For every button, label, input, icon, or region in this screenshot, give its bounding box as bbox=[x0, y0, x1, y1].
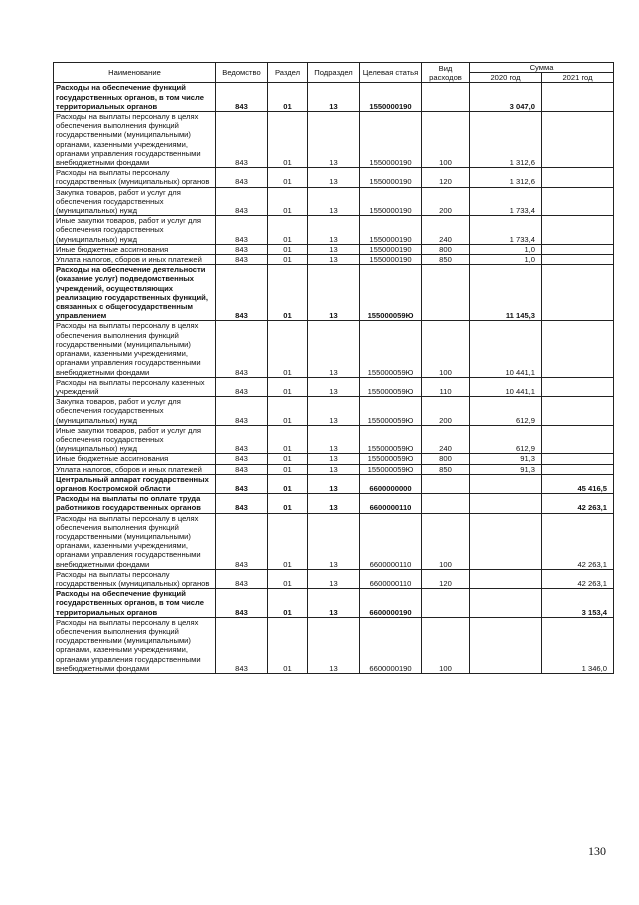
cell-name: Расходы на выплаты персоналу в целях обеспечения выполнения функций государственными (муниципальными) органами, казенными учреждениями, органами управления государственными внебюджетными фондами bbox=[54, 321, 216, 377]
cell-2021: 42 263,1 bbox=[542, 569, 614, 588]
cell-type: 240 bbox=[422, 425, 470, 454]
table-row bbox=[54, 216, 614, 245]
table-row bbox=[54, 464, 614, 474]
cell-2020 bbox=[470, 569, 542, 588]
cell-dept: 843 bbox=[216, 112, 268, 168]
cell-target: 1550000190 bbox=[360, 255, 422, 265]
cell-2020: 1 733,4 bbox=[470, 216, 542, 245]
cell-target: 1550000190 bbox=[360, 187, 422, 216]
table-row bbox=[54, 112, 614, 168]
cell-name: Закупка товаров, работ и услуг для обеспечения государственных (муниципальных) нужд bbox=[54, 397, 216, 426]
cell-2021 bbox=[542, 83, 614, 112]
cell-2020: 11 145,3 bbox=[470, 265, 542, 321]
cell-name: Иные закупки товаров, работ и услуг для обеспечения государственных (муниципальных) нужд bbox=[54, 216, 216, 245]
cell-type: 100 bbox=[422, 617, 470, 673]
cell-type: 100 bbox=[422, 513, 470, 569]
cell-name: Уплата налогов, сборов и иных платежей bbox=[54, 255, 216, 265]
table-row bbox=[54, 397, 614, 426]
header-subsection: Подраздел bbox=[308, 63, 360, 83]
cell-2021: 45 416,5 bbox=[542, 474, 614, 493]
cell-2020: 1 733,4 bbox=[470, 187, 542, 216]
cell-type: 850 bbox=[422, 464, 470, 474]
cell-subsection: 13 bbox=[308, 83, 360, 112]
cell-2020: 91,3 bbox=[470, 464, 542, 474]
cell-target: 1550000190 bbox=[360, 112, 422, 168]
cell-subsection: 13 bbox=[308, 494, 360, 513]
cell-target: 6600000110 bbox=[360, 494, 422, 513]
cell-2020: 91,3 bbox=[470, 454, 542, 464]
cell-dept: 843 bbox=[216, 464, 268, 474]
cell-target: 1550000190 bbox=[360, 244, 422, 254]
cell-name: Иные бюджетные ассигнования bbox=[54, 244, 216, 254]
cell-subsection: 13 bbox=[308, 513, 360, 569]
header-dept: Ведомство bbox=[216, 63, 268, 83]
cell-section: 01 bbox=[268, 513, 308, 569]
cell-name: Иные бюджетные ассигнования bbox=[54, 454, 216, 464]
cell-dept: 843 bbox=[216, 168, 268, 187]
table-row bbox=[54, 244, 614, 254]
cell-target: 6600000110 bbox=[360, 513, 422, 569]
header-target: Целевая статья bbox=[360, 63, 422, 83]
cell-name: Расходы на выплаты персоналу государственных (муниципальных) органов bbox=[54, 168, 216, 187]
header-type: Вид расходов bbox=[422, 63, 470, 83]
table-row bbox=[54, 617, 614, 673]
header-year-2020: 2020 год bbox=[470, 73, 542, 83]
cell-2021 bbox=[542, 244, 614, 254]
cell-name: Расходы на обеспечение функций государственных органов, в том числе территориальных органов bbox=[54, 589, 216, 618]
cell-2021 bbox=[542, 216, 614, 245]
cell-subsection: 13 bbox=[308, 216, 360, 245]
cell-target: 155000059Ю bbox=[360, 425, 422, 454]
cell-section: 01 bbox=[268, 589, 308, 618]
cell-2020: 1 312,6 bbox=[470, 112, 542, 168]
table-row bbox=[54, 425, 614, 454]
cell-dept: 843 bbox=[216, 377, 268, 396]
cell-subsection: 13 bbox=[308, 454, 360, 464]
table-row bbox=[54, 377, 614, 396]
cell-subsection: 13 bbox=[308, 589, 360, 618]
cell-2021 bbox=[542, 454, 614, 464]
cell-dept: 843 bbox=[216, 265, 268, 321]
cell-2020: 1,0 bbox=[470, 244, 542, 254]
cell-target: 155000059Ю bbox=[360, 377, 422, 396]
cell-section: 01 bbox=[268, 265, 308, 321]
cell-target: 155000059Ю bbox=[360, 454, 422, 464]
cell-2021 bbox=[542, 464, 614, 474]
cell-dept: 843 bbox=[216, 321, 268, 377]
cell-section: 01 bbox=[268, 454, 308, 464]
cell-dept: 843 bbox=[216, 513, 268, 569]
cell-dept: 843 bbox=[216, 425, 268, 454]
cell-dept: 843 bbox=[216, 83, 268, 112]
cell-type: 100 bbox=[422, 112, 470, 168]
cell-section: 01 bbox=[268, 112, 308, 168]
cell-subsection: 13 bbox=[308, 464, 360, 474]
cell-2021 bbox=[542, 425, 614, 454]
cell-2020: 10 441,1 bbox=[470, 321, 542, 377]
cell-dept: 843 bbox=[216, 617, 268, 673]
cell-dept: 843 bbox=[216, 454, 268, 464]
cell-2021 bbox=[542, 187, 614, 216]
cell-2020: 1,0 bbox=[470, 255, 542, 265]
cell-2020 bbox=[470, 474, 542, 493]
cell-subsection: 13 bbox=[308, 112, 360, 168]
cell-2020: 1 312,6 bbox=[470, 168, 542, 187]
cell-subsection: 13 bbox=[308, 617, 360, 673]
cell-section: 01 bbox=[268, 168, 308, 187]
cell-type: 200 bbox=[422, 187, 470, 216]
cell-2021 bbox=[542, 265, 614, 321]
cell-target: 1550000190 bbox=[360, 216, 422, 245]
cell-2020 bbox=[470, 589, 542, 618]
table-row bbox=[54, 474, 614, 493]
cell-type: 120 bbox=[422, 569, 470, 588]
cell-section: 01 bbox=[268, 216, 308, 245]
cell-subsection: 13 bbox=[308, 168, 360, 187]
cell-section: 01 bbox=[268, 569, 308, 588]
cell-name: Расходы на выплаты персоналу государственных (муниципальных) органов bbox=[54, 569, 216, 588]
cell-2021 bbox=[542, 168, 614, 187]
cell-section: 01 bbox=[268, 377, 308, 396]
cell-dept: 843 bbox=[216, 397, 268, 426]
header-sum: Сумма bbox=[470, 63, 614, 73]
cell-type bbox=[422, 265, 470, 321]
budget-table bbox=[53, 62, 614, 674]
cell-target: 6600000110 bbox=[360, 569, 422, 588]
cell-type: 110 bbox=[422, 377, 470, 396]
cell-2021: 42 263,1 bbox=[542, 513, 614, 569]
cell-dept: 843 bbox=[216, 187, 268, 216]
cell-subsection: 13 bbox=[308, 397, 360, 426]
cell-2020: 612,9 bbox=[470, 397, 542, 426]
table-row bbox=[54, 454, 614, 464]
cell-2021: 1 346,0 bbox=[542, 617, 614, 673]
table-row bbox=[54, 494, 614, 513]
table-header bbox=[54, 63, 614, 83]
cell-type bbox=[422, 494, 470, 513]
cell-dept: 843 bbox=[216, 255, 268, 265]
table-row bbox=[54, 513, 614, 569]
cell-dept: 843 bbox=[216, 569, 268, 588]
cell-section: 01 bbox=[268, 187, 308, 216]
cell-subsection: 13 bbox=[308, 244, 360, 254]
cell-2020: 612,9 bbox=[470, 425, 542, 454]
cell-section: 01 bbox=[268, 494, 308, 513]
cell-type bbox=[422, 83, 470, 112]
cell-2020: 10 441,1 bbox=[470, 377, 542, 396]
cell-2021: 3 153,4 bbox=[542, 589, 614, 618]
cell-target: 6600000190 bbox=[360, 617, 422, 673]
budget-table-container bbox=[53, 62, 613, 674]
cell-target: 1550000190 bbox=[360, 168, 422, 187]
header-section: Раздел bbox=[268, 63, 308, 83]
cell-name: Центральный аппарат государственных органов Костромской области bbox=[54, 474, 216, 493]
table-row bbox=[54, 589, 614, 618]
cell-type bbox=[422, 474, 470, 493]
cell-subsection: 13 bbox=[308, 255, 360, 265]
cell-type: 120 bbox=[422, 168, 470, 187]
cell-name: Расходы на выплаты персоналу казенных учреждений bbox=[54, 377, 216, 396]
cell-type: 100 bbox=[422, 321, 470, 377]
cell-type bbox=[422, 589, 470, 618]
cell-dept: 843 bbox=[216, 216, 268, 245]
cell-section: 01 bbox=[268, 321, 308, 377]
cell-subsection: 13 bbox=[308, 377, 360, 396]
table-row bbox=[54, 168, 614, 187]
cell-2021 bbox=[542, 112, 614, 168]
cell-name: Расходы на обеспечение деятельности (оказание услуг) подведомственных учреждений, осуществляющих реализацию государственных функций, связанных с общегосударственным управлением bbox=[54, 265, 216, 321]
cell-2021 bbox=[542, 397, 614, 426]
cell-target: 155000059Ю bbox=[360, 464, 422, 474]
cell-name: Закупка товаров, работ и услуг для обеспечения государственных (муниципальных) нужд bbox=[54, 187, 216, 216]
cell-type: 240 bbox=[422, 216, 470, 245]
cell-name: Расходы на выплаты персоналу в целях обеспечения выполнения функций государственными (муниципальными) органами, казенными учреждениями, органами управления государственными внебюджетными фондами bbox=[54, 112, 216, 168]
cell-2021 bbox=[542, 321, 614, 377]
cell-subsection: 13 bbox=[308, 569, 360, 588]
cell-name: Расходы на выплаты персоналу в целях обеспечения выполнения функций государственными (муниципальными) органами, казенными учреждениями, органами управления государственными внебюджетными фондами bbox=[54, 617, 216, 673]
table-row bbox=[54, 321, 614, 377]
page-number: 130 bbox=[588, 844, 606, 858]
cell-target: 1550000190 bbox=[360, 83, 422, 112]
cell-target: 6600000190 bbox=[360, 589, 422, 618]
table-row bbox=[54, 187, 614, 216]
cell-2021: 42 263,1 bbox=[542, 494, 614, 513]
cell-target: 155000059Ю bbox=[360, 397, 422, 426]
table-row bbox=[54, 255, 614, 265]
cell-type: 850 bbox=[422, 255, 470, 265]
cell-dept: 843 bbox=[216, 589, 268, 618]
cell-section: 01 bbox=[268, 83, 308, 112]
cell-section: 01 bbox=[268, 617, 308, 673]
header-year-2021: 2021 год bbox=[542, 73, 614, 83]
cell-section: 01 bbox=[268, 255, 308, 265]
cell-dept: 843 bbox=[216, 244, 268, 254]
cell-dept: 843 bbox=[216, 494, 268, 513]
cell-2020 bbox=[470, 494, 542, 513]
cell-2020 bbox=[470, 617, 542, 673]
cell-section: 01 bbox=[268, 397, 308, 426]
cell-name: Иные закупки товаров, работ и услуг для обеспечения государственных (муниципальных) нужд bbox=[54, 425, 216, 454]
cell-2021 bbox=[542, 255, 614, 265]
cell-subsection: 13 bbox=[308, 321, 360, 377]
cell-target: 155000059Ю bbox=[360, 265, 422, 321]
cell-type: 200 bbox=[422, 397, 470, 426]
cell-type: 800 bbox=[422, 454, 470, 464]
cell-name: Расходы на выплаты по оплате труда работников государственных органов bbox=[54, 494, 216, 513]
cell-2020 bbox=[470, 513, 542, 569]
cell-subsection: 13 bbox=[308, 474, 360, 493]
cell-type: 800 bbox=[422, 244, 470, 254]
cell-section: 01 bbox=[268, 474, 308, 493]
cell-section: 01 bbox=[268, 464, 308, 474]
cell-subsection: 13 bbox=[308, 425, 360, 454]
table-row bbox=[54, 265, 614, 321]
cell-name: Расходы на обеспечение функций государственных органов, в том числе территориальных органов bbox=[54, 83, 216, 112]
cell-target: 155000059Ю bbox=[360, 321, 422, 377]
cell-name: Уплата налогов, сборов и иных платежей bbox=[54, 464, 216, 474]
cell-section: 01 bbox=[268, 425, 308, 454]
cell-subsection: 13 bbox=[308, 187, 360, 216]
table-body bbox=[54, 83, 614, 674]
header-name: Наименование bbox=[54, 63, 216, 83]
cell-2021 bbox=[542, 377, 614, 396]
cell-dept: 843 bbox=[216, 474, 268, 493]
cell-2020: 3 047,0 bbox=[470, 83, 542, 112]
table-row bbox=[54, 83, 614, 112]
cell-section: 01 bbox=[268, 244, 308, 254]
cell-target: 6600000000 bbox=[360, 474, 422, 493]
cell-subsection: 13 bbox=[308, 265, 360, 321]
table-row bbox=[54, 569, 614, 588]
cell-name: Расходы на выплаты персоналу в целях обеспечения выполнения функций государственными (муниципальными) органами, казенными учреждениями, органами управления государственными внебюджетными фондами bbox=[54, 513, 216, 569]
